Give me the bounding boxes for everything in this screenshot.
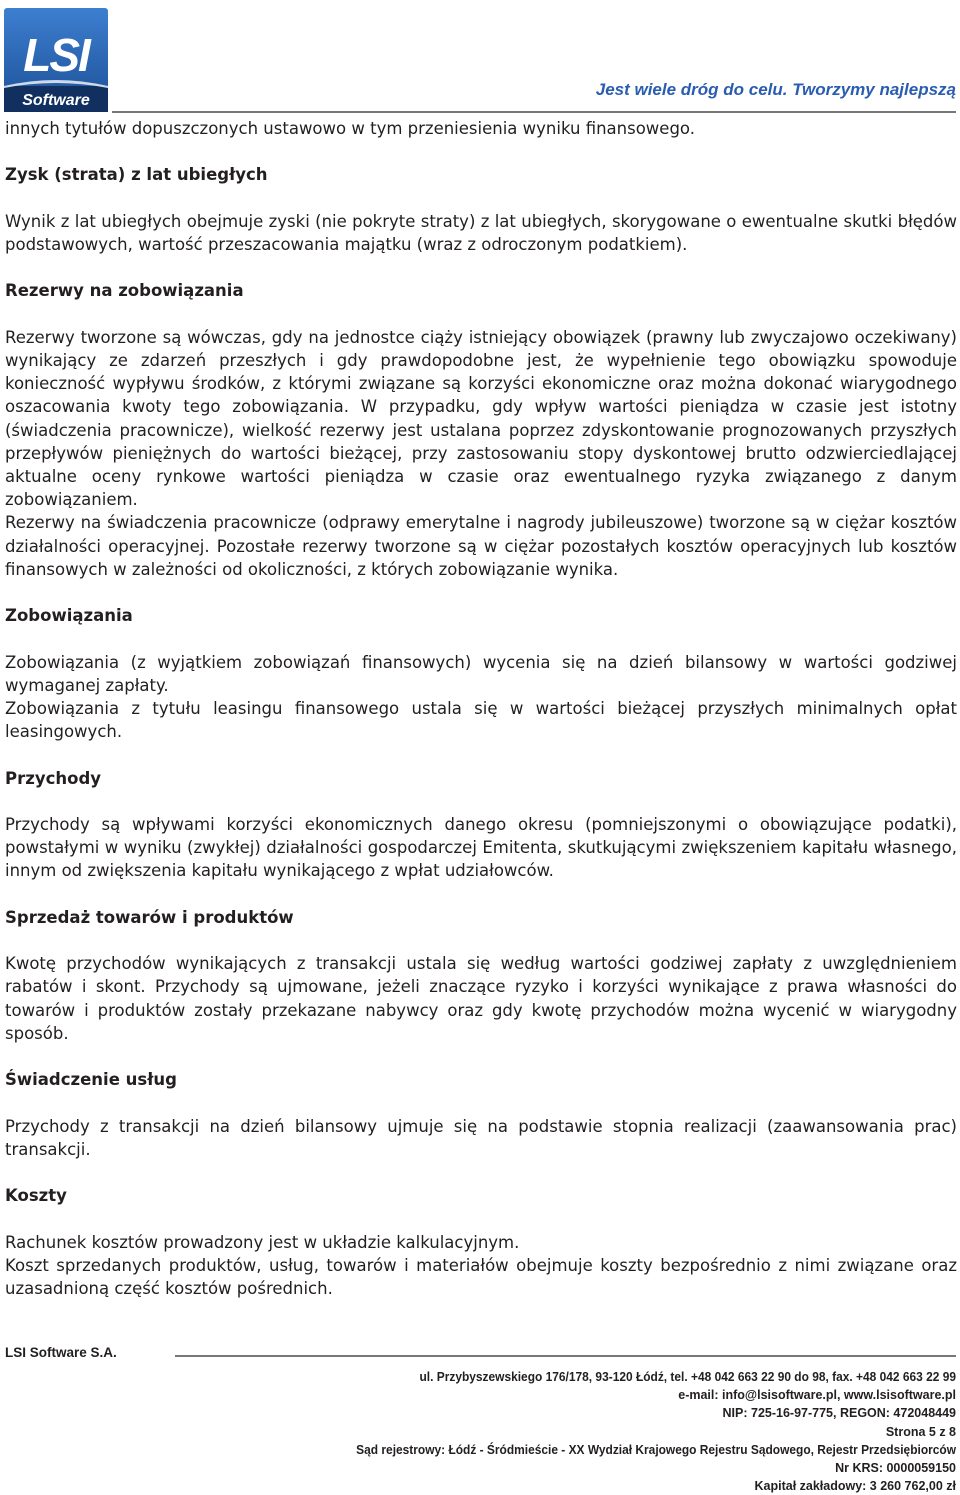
paragraph-koszty-1: Rachunek kosztów prowadzony jest w układzie kalkulacyjnym. [5, 1232, 520, 1252]
footer-address: ul. Przybyszewskiego 176/178, 93-120 Łódź, tel. +48 042 663 22 90 do 98, fax. +48 042 663 22 99 [419, 1370, 956, 1384]
paragraph-zysk: Wynik z lat ubiegłych obejmuje zyski (nie pokryte straty) z lat ubiegłych, skorygowane o ewentualne skutki błędów podstawowych, wartość przeszacowania majątku (wraz z odroczonym podatkiem). [5, 211, 957, 254]
footer-krs: Nr KRS: 0000059150 [835, 1461, 956, 1476]
section-heading-koszty: Koszty [5, 1186, 67, 1206]
svg-text:LSI: LSI [23, 29, 89, 81]
paragraph-koszty-2: Koszt sprzedanych produktów, usług, towarów i materiałów obejmuje koszty bezpośrednio z nimi związane oraz uzasadnioną część kosztów pośrednich. [5, 1255, 957, 1298]
paragraph-przychody: Przychody są wpływami korzyści ekonomicznych danego okresu (pomniejszonymi o obowiązujące podatki), powstałymi w wyniku (zwykłej) działalności gospodarczej Emitenta, skutkującymi zwiększeniem kapitału własnego, innym od zwiększenia kapitału wynikającego z wpłat udziałowców. [5, 814, 957, 881]
footer-court: Sąd rejestrowy: Łódź - Śródmieście - XX Wydział Krajowego Rejestru Sądowego, Rejestr Przedsiębiorców [356, 1442, 956, 1457]
section-heading-rezerwy: Rezerwy na zobowiązania [5, 281, 244, 301]
footer-capital: Kapitał zakładowy: 3 260 762,00 zł [754, 1479, 956, 1494]
section-heading-zysk: Zysk (strata) z lat ubiegłych [5, 165, 268, 185]
paragraph-zobowiazania-2: Zobowiązania z tytułu leasingu finansowego ustala się w wartości bieżącej przyszłych minimalnych opłat leasingowych. [5, 698, 957, 742]
header-slogan: Jest wiele dróg do celu. Tworzymy najlepszą [595, 80, 956, 99]
paragraph-uslugi: Przychody z transakcji na dzień bilansowy ujmuje się na podstawie stopnia realizacji (zaawansowania prac) transakcji. [5, 1116, 957, 1159]
header-divider [112, 111, 956, 113]
footer-divider [175, 1355, 956, 1357]
paragraph-rezerwy-2: Rezerwy na świadczenia pracownicze (odprawy emerytalne i nagrody jubileuszowe) tworzone są w ciężar kosztów działalności operacyjnej. Pozostałe rezerwy tworzone są w ciężar pozostałych kosztów operacyjnych lub kosztów finansowych w zależności od okoliczności, z których zobowiązanie wynika. [5, 513, 957, 579]
footer-contact: e-mail: info@lsisoftware.pl, www.lsisoftware.pl [678, 1388, 956, 1403]
section-heading-zobowiazania: Zobowiązania [5, 606, 133, 626]
footer-company-name: LSI Software S.A. [5, 1345, 117, 1360]
section-heading-uslugi: Świadczenie usług [5, 1070, 177, 1090]
section-heading-sprzedaz: Sprzedaż towarów i produktów [5, 907, 294, 927]
footer-tax-ids: NIP: 725-16-97-775, REGON: 472048449 [722, 1406, 956, 1421]
footer-page-number: Strona 5 z 8 [885, 1424, 956, 1439]
intro-paragraph: innych tytułów dopuszczonych ustawowo w tym przeniesienia wyniku finansowego. [5, 119, 695, 138]
paragraph-sprzedaz: Kwotę przychodów wynikających z transakcji ustala się według wartości godziwej zapłaty z uwzględnieniem rabatów i skont. Przychody są ujmowane, jeżeli znaczące ryzyko i korzyści wynikające z prawa własności do towarów i produktów zostały przekazane nabywcy oraz gdy kwotę przychodów można wycenić w wiarygodny sposób. [5, 954, 957, 1043]
lsi-software-logo [4, 8, 108, 112]
paragraph-rezerwy-1: Rezerwy tworzone są wówczas, gdy na jednostce ciąży istniejący obowiązek (prawny lub zwyczajowo oczekiwany) wynikający ze zdarzeń przeszłych i gdy prawdopodobne jest, że wypełnienie tego obowiązku spowoduje konieczność wypływu środków, z którymi związane są korzyści ekonomiczne oraz można dokonać wiarygodnego oszacowania kwoty tego zobowiązania. W przypadku, gdy wpływ wartości pieniądza w czasie jest istotny (świadczenia pracownicze), wielkość rezerwy jest ustalana poprzez zdyskontowanie prognozowanych przyszłych przepływów pieniężnych do wartości bieżącej, przy zastosowaniu stopy dyskontowej brutto odzwierciedlającej aktualne oceny rynkowe wartości pieniądza w czasie oraz ewentualnego ryzyka związanego z danym zobowiązaniem. [5, 327, 957, 510]
paragraph-zobowiazania-1: Zobowiązania (z wyjątkiem zobowiązań finansowych) wycenia się na dzień bilansowy w wartości godziwej wymaganej zapłaty. [5, 652, 957, 695]
svg-text:Software: Software [22, 92, 90, 109]
footer-details [56, 1368, 956, 1495]
document-body [5, 117, 957, 1300]
section-heading-przychody: Przychody [5, 768, 102, 788]
